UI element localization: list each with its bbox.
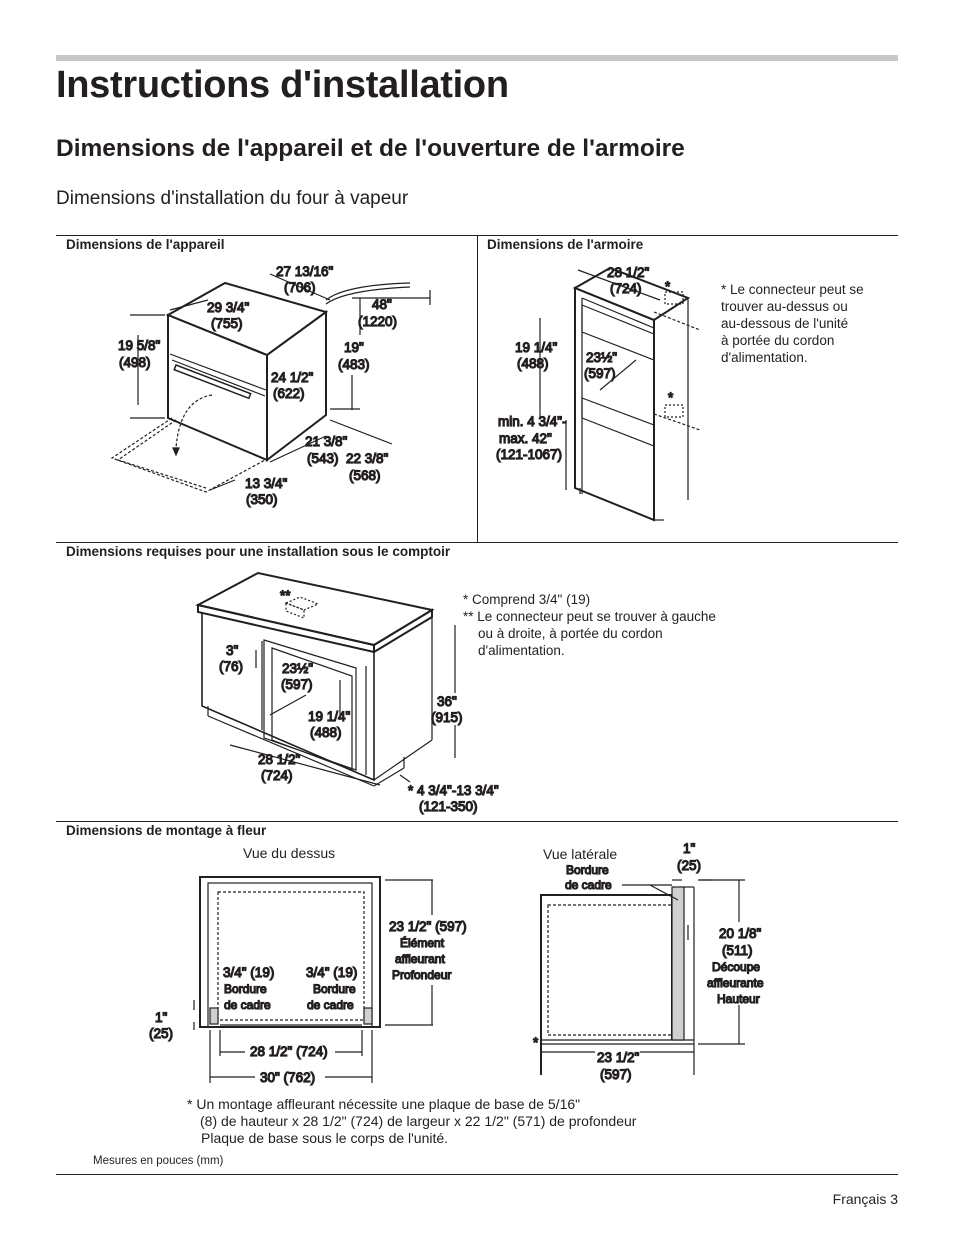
dim-f-depth-label-1: Élément: [400, 936, 445, 950]
dim-u-height-mm: (488): [310, 725, 342, 740]
dim-f-trim-left-label-1: Bordure: [224, 982, 267, 996]
page-title: Instructions d'installation: [56, 64, 509, 106]
dim-s-height-label-1: Découpe: [712, 960, 761, 974]
dim-u-depth-mm: (597): [281, 677, 313, 692]
dim-s-height-mm: (511): [722, 943, 753, 958]
dim-a-cord: 48": [372, 297, 392, 312]
dim-f-depth: 23 1/2" (597): [389, 919, 467, 934]
page-subtitle: Dimensions de l'appareil et de l'ouverture de l'armoire: [56, 135, 685, 162]
cabinet-note-line-2: trouver au-dessus ou: [721, 299, 848, 314]
connector-star-top: *: [665, 279, 671, 294]
section-heading: Dimensions d'installation du four à vapeur: [56, 188, 409, 209]
dim-u-range-mm: (121-350): [419, 799, 478, 814]
undercounter-note-2-line-2: ou à droite, à portée du cordon: [478, 626, 663, 641]
dim-s-depth: 23 1/2": [597, 1050, 640, 1065]
page-footer: Français 3: [832, 1191, 898, 1207]
dim-a-depth-mm: (755): [211, 316, 243, 331]
cabinet-note-line-5: d'alimentation.: [721, 350, 808, 365]
undercounter-note-1: * Comprend 3/4" (19): [463, 592, 591, 607]
dim-a-height2: 19": [344, 340, 364, 355]
dim-c-depth: 23½": [586, 350, 618, 365]
cabinet-note-line-3: au-dessous de l'unité: [721, 316, 849, 331]
dim-s-1: 1": [683, 841, 696, 856]
dim-u-range: * 4 3/4"-13 3/4": [408, 783, 499, 798]
dim-f-width: 28 1/2" (724): [250, 1044, 328, 1059]
dim-c-max: max. 42": [499, 431, 552, 446]
flush-footnote-line-3: Plaque de base sous le corps de l'unité.: [201, 1130, 449, 1146]
dim-a-height-mm: (498): [119, 355, 151, 370]
dim-c-range-mm: (121-1067): [496, 447, 563, 462]
flush-footnote-line-1: * Un montage affleurant nécessite une plaque de base de 5/16": [187, 1096, 581, 1112]
flush-footnote-line-2: (8) de hauteur x 28 1/2" (724) de largeur x 22 1/2" (571) de profondeur: [200, 1113, 637, 1129]
dim-c-width: 28 1/2": [607, 265, 650, 280]
dim-f-trim-right: 3/4" (19): [306, 965, 358, 980]
panel-title-flush: Dimensions de montage à fleur: [66, 823, 267, 838]
dim-c-min: min. 4 3/4"-: [498, 414, 567, 429]
panel-title-undercounter: Dimensions requises pour une installation sous le comptoir: [66, 544, 451, 559]
dim-u-36: 36": [437, 694, 457, 709]
cabinet-note-line-1: * Le connecteur peut se: [721, 282, 864, 297]
top-view-caption: Vue du dessus: [243, 845, 336, 861]
connector-star-bottom: *: [668, 390, 674, 405]
dim-c-width-mm: (724): [610, 281, 642, 296]
dim-u-depth: 23½": [282, 661, 314, 676]
dim-c-height-mm: (488): [517, 356, 549, 371]
dim-a-depth: 29 3/4": [207, 300, 250, 315]
dim-s-1-mm: (25): [677, 858, 702, 873]
undercounter-note-2-line-1: ** Le connecteur peut se trouver à gauche: [463, 609, 716, 624]
dim-f-1-mm: (25): [149, 1026, 174, 1041]
cabinet-note-line-4: à portée du cordon: [721, 333, 835, 348]
panel-title-appliance: Dimensions de l'appareil: [66, 237, 225, 252]
dim-f-1: 1": [155, 1010, 168, 1025]
side-border-label-1: Bordure: [566, 863, 609, 877]
dim-a-width2-mm: (622): [273, 386, 305, 401]
side-view-caption: Vue latérale: [543, 846, 618, 862]
dim-a-cord-mm: (1220): [358, 314, 398, 329]
cabinet-note: [721, 281, 864, 366]
dim-u-36-mm: (915): [431, 710, 463, 725]
dim-a-width: 27 13/16": [276, 264, 334, 279]
dim-f-trim-left-label-2: de cadre: [224, 998, 271, 1012]
dim-s-depth-mm: (597): [600, 1067, 632, 1082]
dim-f-trim-right-label-2: de cadre: [307, 998, 354, 1012]
dim-u-height: 19 1/4": [308, 709, 351, 724]
connector-double-star: **: [280, 588, 291, 603]
dim-c-depth-mm: (597): [584, 366, 616, 381]
dim-u-3-mm: (76): [219, 659, 244, 674]
undercounter-note-2-line-3: d'alimentation.: [478, 643, 565, 658]
units-note: Mesures en pouces (mm): [93, 1155, 224, 1167]
dim-a-height: 19 5/8": [118, 338, 161, 353]
dim-u-3: 3": [226, 643, 239, 658]
dim-c-height: 19 1/4": [515, 340, 558, 355]
dim-a-width-mm: (706): [284, 280, 316, 295]
undercounter-drawing: [198, 573, 455, 786]
dim-f-trim-left: 3/4" (19): [223, 965, 275, 980]
dim-s-height-label-2: affleurante: [707, 976, 764, 990]
flush-footnote: [187, 1096, 636, 1147]
dim-a-height2-mm: (483): [338, 357, 370, 372]
base-plate-star: *: [533, 1035, 539, 1050]
dim-u-width: 28 1/2": [258, 752, 301, 767]
dim-a-depth2: 21 3/8": [305, 434, 348, 449]
dim-f-30: 30" (762): [260, 1070, 316, 1085]
panel-title-cabinet: Dimensions de l'armoire: [487, 237, 644, 252]
dim-s-height-label-3: Hauteur: [717, 992, 760, 1006]
dim-a-door-mm: (350): [246, 492, 278, 507]
dim-u-width-mm: (724): [261, 768, 293, 783]
dim-a-width2: 24 1/2": [271, 370, 314, 385]
dim-a-door: 13 3/4": [245, 476, 288, 491]
dim-s-height: 20 1/8": [719, 926, 762, 941]
side-border-label-2: de cadre: [565, 878, 612, 892]
dim-a-depth2-mm: (543): [307, 451, 339, 466]
dim-f-trim-right-label-1: Bordure: [313, 982, 356, 996]
dim-f-depth-label-2: affleurant: [395, 952, 445, 966]
undercounter-note-2: [463, 608, 716, 659]
cabinet-drawing: [540, 268, 700, 520]
dim-a-depth3: 22 3/8": [346, 451, 389, 466]
dim-a-depth3-mm: (568): [349, 468, 381, 483]
dim-f-depth-label-3: Profondeur: [392, 968, 452, 982]
